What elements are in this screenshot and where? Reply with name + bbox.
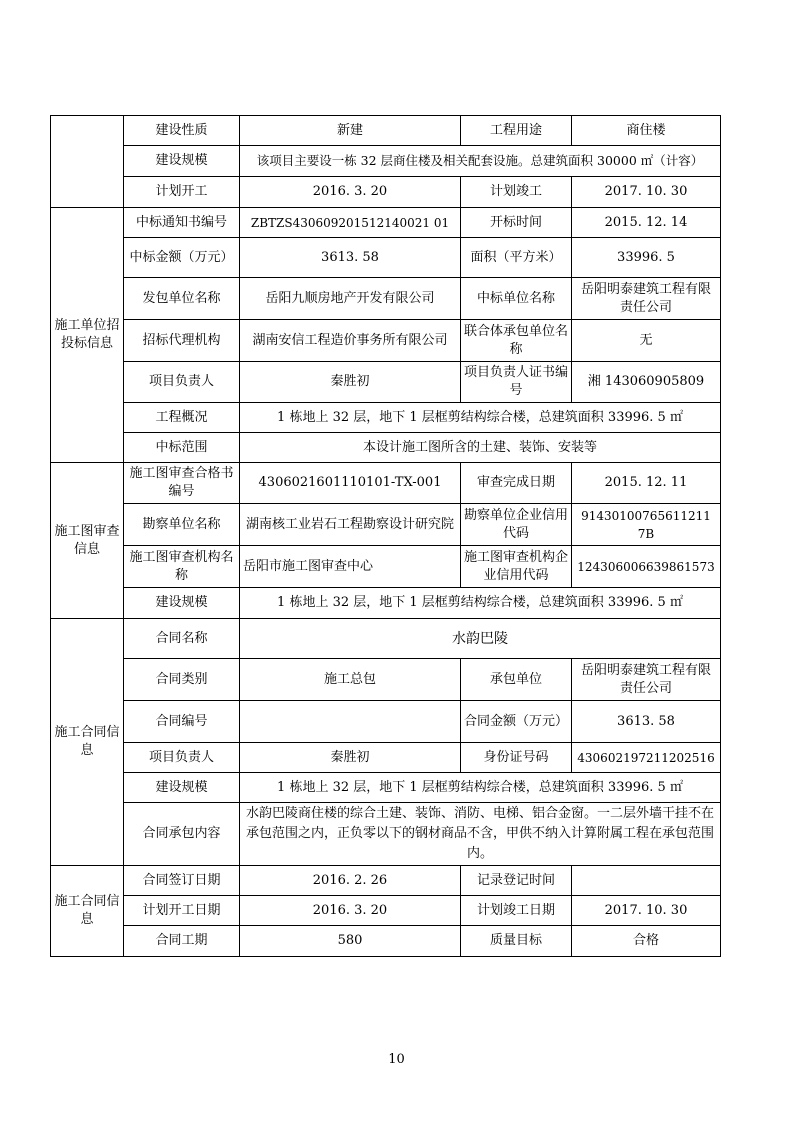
label: 面积（平方米） [461, 238, 572, 278]
wide-value: 本设计施工图所含的土建、装饰、安装等 [240, 433, 721, 463]
label: 建设规模 [124, 146, 240, 177]
label: 合同类别 [124, 659, 240, 701]
label: 施工图审查机构名称 [124, 546, 240, 588]
row-agency [51, 320, 721, 362]
value: 岳阳市施工图审查中心 [240, 546, 461, 588]
row-contract-number [51, 701, 721, 743]
row-client-unit [51, 278, 721, 320]
section-title-blank [51, 116, 124, 208]
row-contract-period [51, 926, 721, 957]
label: 质量目标 [461, 926, 572, 957]
label: 招标代理机构 [124, 320, 240, 362]
label: 勘察单位名称 [124, 504, 240, 546]
row-award-amount [51, 238, 721, 278]
value: 4306021601110101-TX-001 [240, 463, 461, 504]
value: 2016. 2. 26 [240, 866, 461, 896]
row-planned-dates [51, 177, 721, 208]
value: 秦胜初 [240, 362, 461, 403]
row-planned-start-end [51, 896, 721, 926]
label: 计划开工日期 [124, 896, 240, 926]
value: 岳阳明泰建筑工程有限责任公司 [572, 659, 721, 701]
row-construction-scale [51, 146, 721, 177]
value: 湘 143060905809 [572, 362, 721, 403]
label: 中标金额（万元） [124, 238, 240, 278]
row-review-scale [51, 588, 721, 619]
label: 开标时间 [461, 208, 572, 238]
label: 建设性质 [124, 116, 240, 146]
label: 联合体承包单位名称 [461, 320, 572, 362]
value: ZBTZS430609201512140021 01 [240, 208, 461, 238]
value: 2015. 12. 11 [572, 463, 721, 504]
value: 合格 [572, 926, 721, 957]
label: 施工图审查机构企业信用代码 [461, 546, 572, 588]
value: 2016. 3. 20 [240, 177, 461, 208]
row-contract-scale [51, 773, 721, 803]
value [572, 866, 721, 896]
label: 合同签订日期 [124, 866, 240, 896]
value: 430602197211202516 [572, 743, 721, 773]
label: 合同承包内容 [124, 803, 240, 866]
row-survey-unit [51, 504, 721, 546]
row-construction-nature [51, 116, 721, 146]
label: 计划竣工日期 [461, 896, 572, 926]
value: 2015. 12. 14 [572, 208, 721, 238]
row-award-scope [51, 433, 721, 463]
label: 审查完成日期 [461, 463, 572, 504]
wide-value: 1 栋地上 32 层，地下 1 层框剪结构综合楼，总建筑面积 33996. 5 ㎡ [240, 773, 721, 803]
section-title-contract: 施工合同信息 [51, 619, 124, 866]
label: 中标单位名称 [461, 278, 572, 320]
row-contract-name [51, 619, 721, 659]
value: 岳阳明泰建筑工程有限责任公司 [572, 278, 721, 320]
page-number: 10 [388, 1052, 405, 1067]
label: 记录登记时间 [461, 866, 572, 896]
label: 合同名称 [124, 619, 240, 659]
value: 33996. 5 [572, 238, 721, 278]
value: 新建 [240, 116, 461, 146]
wide-value: 水韵巴陵商住楼的综合土建、装饰、消防、电梯、铝合金窗。一二层外墙干挂不在承包范围之内，正负零以下的钢材商品不含，甲供不纳入计算附属工程在承包范围内。 [240, 803, 721, 866]
value: 3613. 58 [240, 238, 461, 278]
value: 91430100765611211 7B [572, 504, 721, 546]
section-title-review: 施工图审查信息 [51, 463, 124, 619]
section-title-contract-2: 施工合同信息 [51, 866, 124, 957]
value: 3613. 58 [572, 701, 721, 743]
value: 岳阳九顺房地产开发有限公司 [240, 278, 461, 320]
value: 秦胜初 [240, 743, 461, 773]
label: 合同工期 [124, 926, 240, 957]
label: 勘察单位企业信用代码 [461, 504, 572, 546]
row-award-notice [51, 208, 721, 238]
label: 工程概况 [124, 403, 240, 433]
label: 工程用途 [461, 116, 572, 146]
row-contract-leader [51, 743, 721, 773]
row-review-agency [51, 546, 721, 588]
project-info-table [50, 115, 721, 957]
row-contract-content [51, 803, 721, 866]
value: 580 [240, 926, 461, 957]
value [240, 701, 461, 743]
section-title-bidding: 施工单位招投标信息 [51, 208, 124, 463]
row-project-overview [51, 403, 721, 433]
label: 合同金额（万元） [461, 701, 572, 743]
label: 计划开工 [124, 177, 240, 208]
value: 湖南核工业岩石工程勘察设计研究院 [240, 504, 461, 546]
row-signing-date [51, 866, 721, 896]
label: 项目负责人 [124, 362, 240, 403]
value: 施工总包 [240, 659, 461, 701]
label: 项目负责人证书编号 [461, 362, 572, 403]
wide-value: 1 栋地上 32 层，地下 1 层框剪结构综合楼，总建筑面积 33996. 5 ㎡ [240, 403, 721, 433]
value: 2017. 10. 30 [572, 177, 721, 208]
label: 承包单位 [461, 659, 572, 701]
label: 施工图审查合格书编号 [124, 463, 240, 504]
value: 2017. 10. 30 [572, 896, 721, 926]
label: 合同编号 [124, 701, 240, 743]
wide-value: 1 栋地上 32 层，地下 1 层框剪结构综合楼，总建筑面积 33996. 5 ㎡ [240, 588, 721, 619]
label: 发包单位名称 [124, 278, 240, 320]
label: 中标通知书编号 [124, 208, 240, 238]
value: 商住楼 [572, 116, 721, 146]
label: 建设规模 [124, 588, 240, 619]
label: 身份证号码 [461, 743, 572, 773]
row-review-certificate [51, 463, 721, 504]
label: 计划竣工 [461, 177, 572, 208]
label: 中标范围 [124, 433, 240, 463]
value: 124306006639861573 [572, 546, 721, 588]
label: 项目负责人 [124, 743, 240, 773]
value: 2016. 3. 20 [240, 896, 461, 926]
wide-value: 该项目主要设一栋 32 层商住楼及相关配套设施。总建筑面积 30000 ㎡（计容） [240, 146, 721, 177]
value: 湖南安信工程造价事务所有限公司 [240, 320, 461, 362]
row-project-leader [51, 362, 721, 403]
row-contract-type [51, 659, 721, 701]
value: 无 [572, 320, 721, 362]
wide-value: 水韵巴陵 [240, 619, 721, 659]
label: 建设规模 [124, 773, 240, 803]
